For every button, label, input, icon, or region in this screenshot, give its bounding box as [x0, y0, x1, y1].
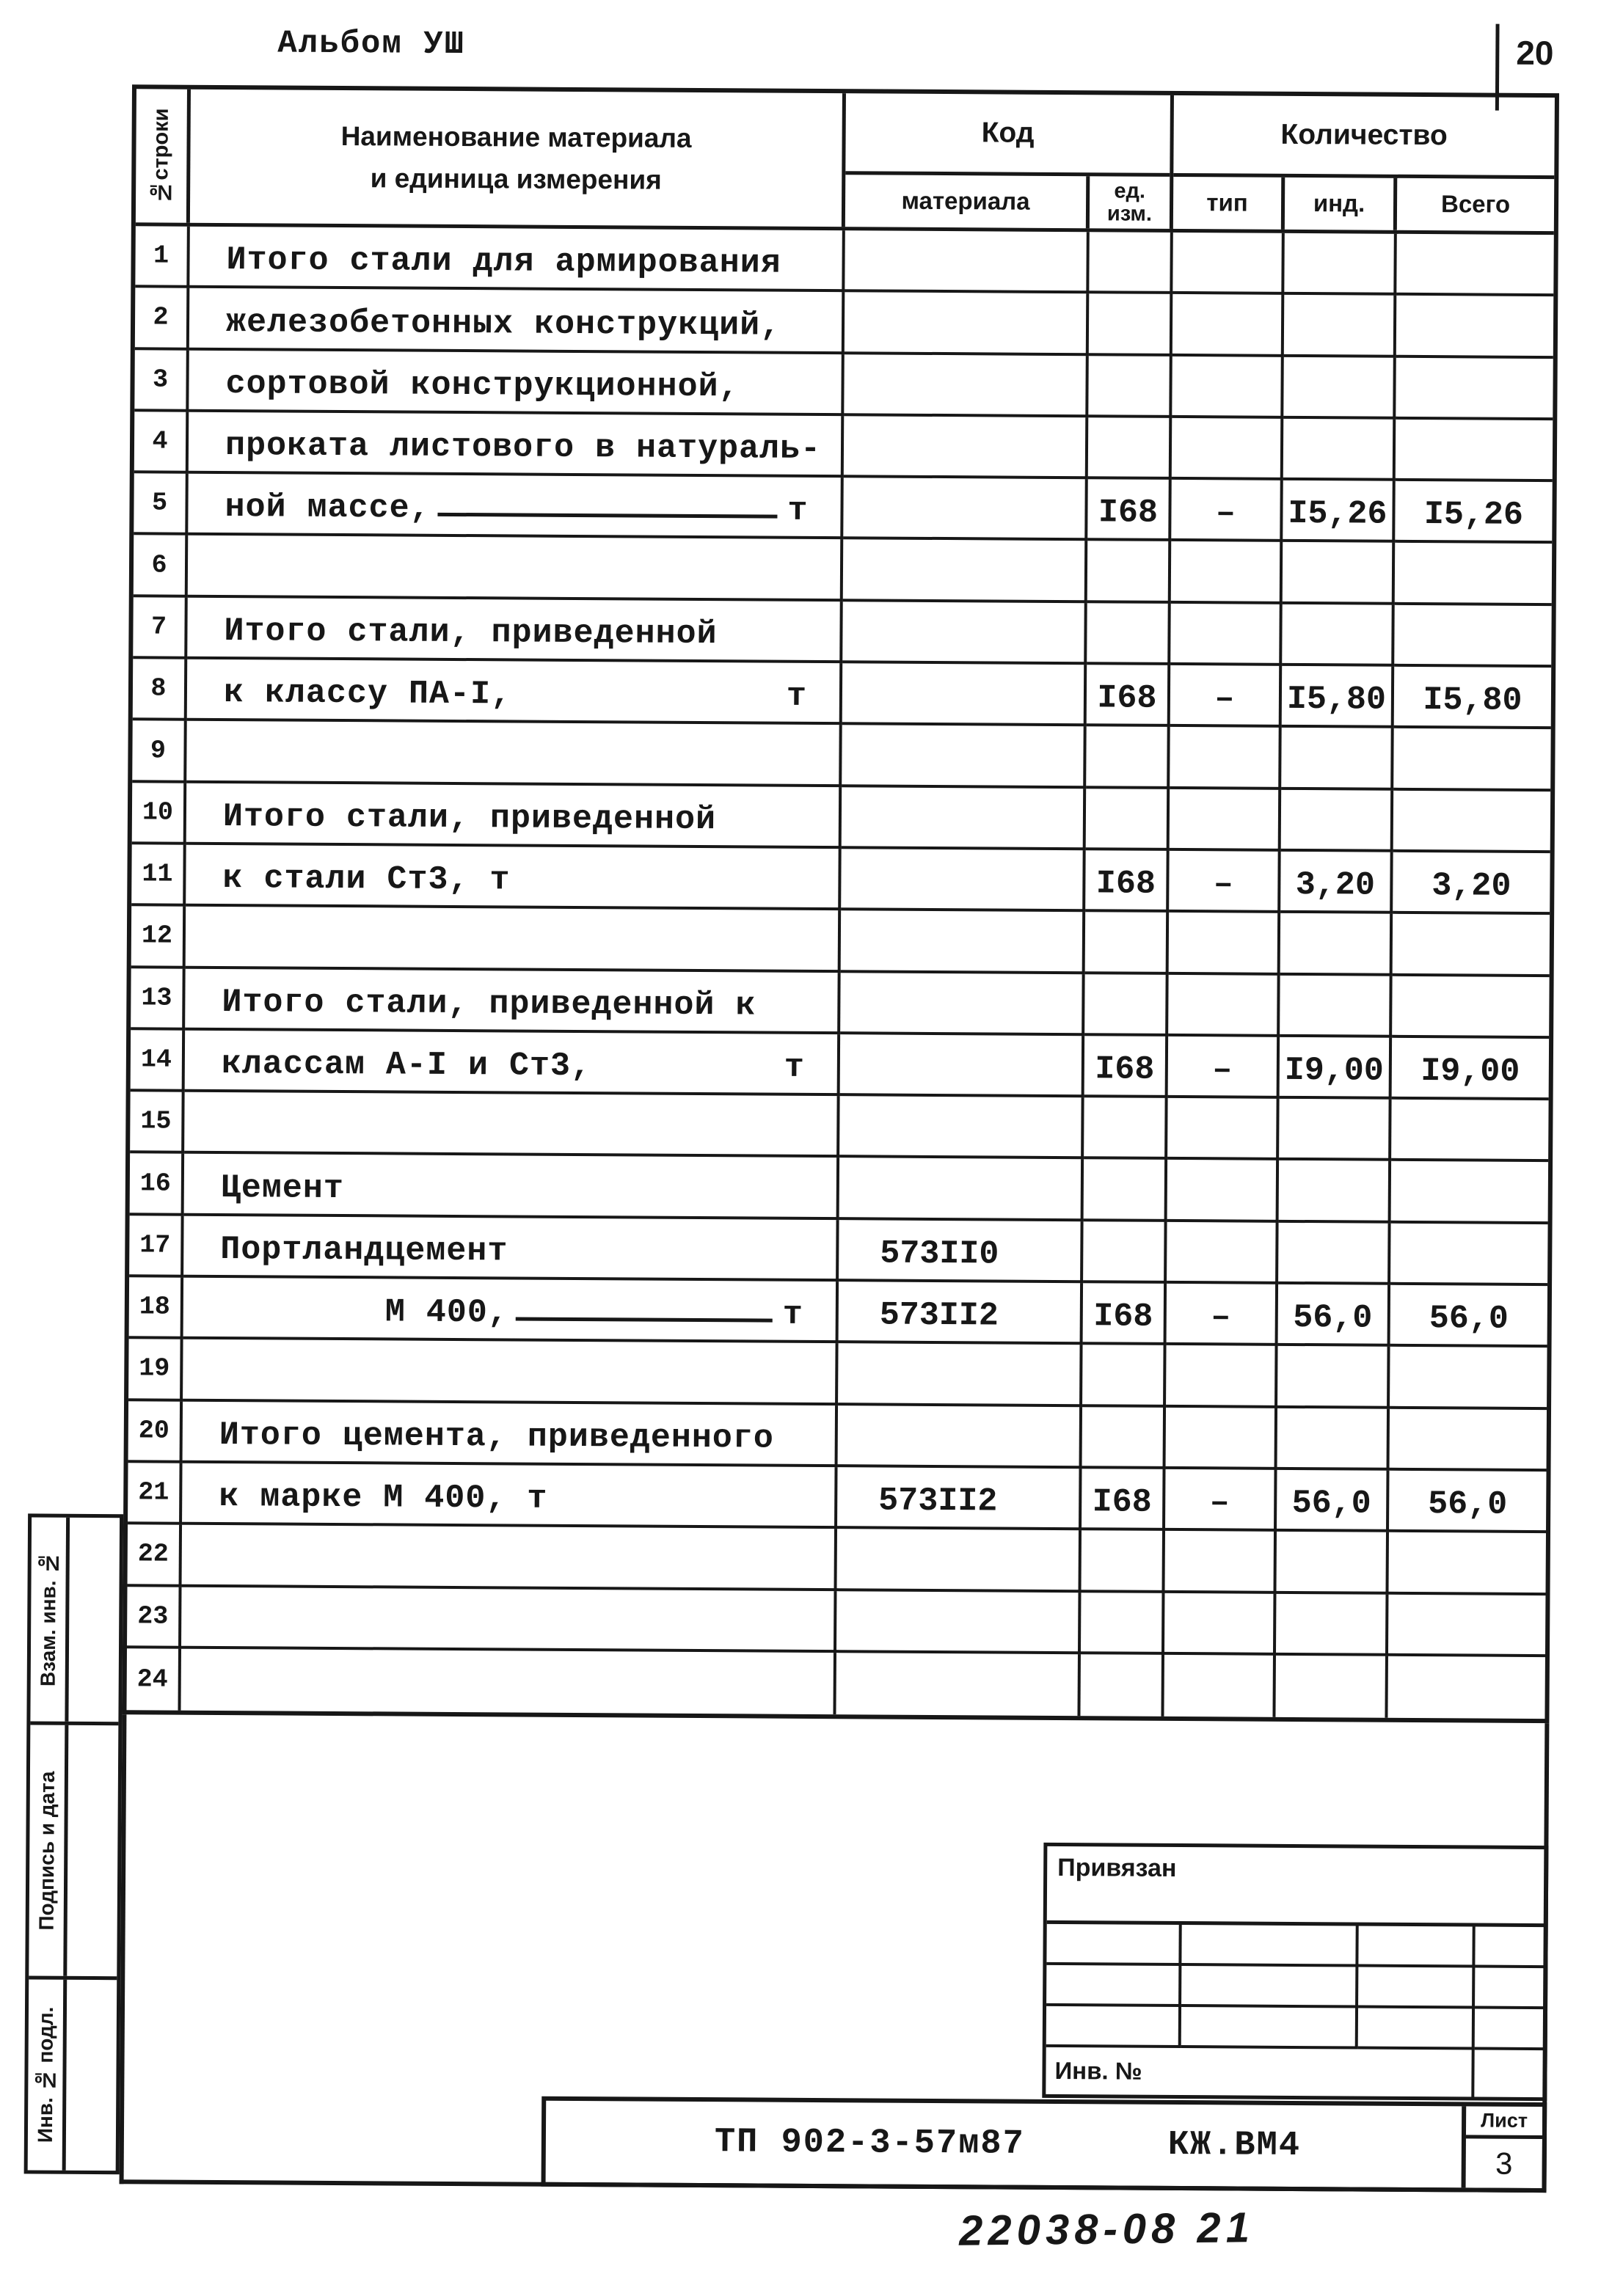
table-row: [129, 1277, 1547, 1348]
material-name: к классу ПА-I,: [223, 674, 512, 714]
side-stamp-cell-podpis: [29, 1725, 118, 1980]
material-name-cell: [189, 412, 844, 478]
qty-total-cell: [1393, 790, 1551, 853]
qty-type-cell: [1168, 974, 1280, 1037]
qty-total-cell: [1393, 914, 1550, 977]
table-header: [136, 89, 1555, 235]
material-name-header-line1: Наименование материала: [340, 120, 692, 153]
qty-total-subheader: Всего: [1440, 190, 1511, 218]
unit-code-cell: [1082, 1407, 1167, 1469]
qty-ind-cell: [1276, 1532, 1389, 1594]
material-code-cell: [843, 540, 1088, 603]
qty-ind-cell: [1283, 419, 1396, 481]
qty-type-cell: [1172, 357, 1284, 419]
table-row: [134, 473, 1552, 544]
binding-stamp-inv-blank: [1474, 2050, 1543, 2097]
album-title: Альбом УШ: [277, 25, 466, 64]
material-name-cell: [185, 968, 840, 1034]
side-stamp-label-box: [28, 1979, 68, 2170]
material-code-cell: 573II2: [837, 1467, 1082, 1530]
table-row: [127, 1587, 1545, 1657]
code-material-subheader: материала: [845, 175, 1090, 228]
document-code: КЖ.ВМ4: [1167, 2125, 1302, 2166]
material-code-cell: [836, 1653, 1081, 1716]
fill-line: [230, 948, 795, 952]
qty-total-cell: [1396, 357, 1553, 420]
binding-stamp-label: Привязан: [1047, 1846, 1545, 1927]
row-number-cell: 14: [131, 1030, 186, 1092]
qty-ind-cell: [1282, 604, 1395, 667]
row-number-cell: 15: [130, 1092, 185, 1154]
unit-code-cell: [1088, 417, 1172, 480]
fill-line: [232, 577, 798, 581]
code-unit-subheader: [1090, 176, 1170, 229]
material-code-cell: 573II2: [839, 1282, 1084, 1345]
row-number-column-label: №строки: [149, 108, 173, 204]
qty-ind-cell: [1284, 295, 1397, 357]
table-row: [134, 350, 1553, 420]
code-unit-subheader-text: ед. изм.: [1106, 179, 1153, 226]
material-code-cell: [839, 1158, 1084, 1221]
material-name-cell: [181, 1587, 836, 1653]
unit-code-cell: [1087, 603, 1171, 665]
row-number-column-header: [136, 89, 191, 222]
material-name-cell: [186, 907, 841, 973]
qty-total-cell: 3,20: [1393, 852, 1550, 915]
table-row: [129, 1215, 1547, 1286]
binding-stamp-grid-row: [1046, 1924, 1544, 1968]
table-row: [131, 1030, 1549, 1100]
quantity-header: Количество: [1173, 95, 1555, 179]
material-name-cell: [189, 350, 844, 416]
unit-code-cell: I68: [1082, 1469, 1166, 1531]
material-name: сортовой конструкционной,: [225, 365, 740, 406]
table-row: [134, 412, 1553, 482]
qty-total-cell: I5,26: [1395, 481, 1553, 544]
material-name-cell: [185, 1031, 840, 1097]
qty-ind-cell: [1280, 913, 1393, 976]
side-stamp-cell-inv: [28, 1979, 117, 2171]
qty-type-cell: [1164, 1593, 1277, 1655]
table-row: [126, 1648, 1544, 1719]
binding-stamp-inv-label: Инв. №: [1046, 2047, 1474, 2097]
side-stamp-blank: [68, 1518, 120, 1722]
qty-ind-cell: [1278, 1223, 1391, 1285]
material-name-cell: [182, 1525, 837, 1591]
unit-code-cell: I68: [1085, 850, 1170, 913]
material-code-cell: [838, 1405, 1083, 1469]
table-row: [130, 1154, 1548, 1224]
unit-code-cell: [1084, 1097, 1168, 1160]
material-code-cell: [840, 973, 1085, 1036]
row-number-cell: 12: [131, 907, 186, 969]
fill-line: [555, 1507, 792, 1508]
unit-code-cell: [1087, 541, 1172, 604]
materials-table: [122, 84, 1559, 1723]
table-row: [128, 1525, 1546, 1595]
material-code-cell: [842, 602, 1087, 665]
sheet-label: Лист: [1466, 2106, 1542, 2139]
table-body: [126, 226, 1553, 1719]
material-code-cell: [842, 787, 1087, 850]
material-code-cell: [840, 1034, 1085, 1097]
unit-code-cell: [1085, 912, 1170, 974]
row-number-cell: 11: [131, 844, 186, 907]
material-name-cell: [183, 1215, 839, 1282]
table-row: [131, 907, 1550, 977]
fill-line: [515, 1259, 793, 1261]
row-number-cell: 22: [128, 1525, 183, 1587]
material-code-cell: [844, 416, 1089, 479]
material-name-cell: [186, 721, 842, 787]
qty-type-cell: [1172, 418, 1284, 480]
material-name-cell: [189, 227, 845, 293]
material-name: Итого стали, приведенной к: [222, 983, 756, 1025]
row-number-cell: 23: [127, 1587, 182, 1649]
material-code-cell: [838, 1344, 1083, 1407]
unit-code-cell: [1086, 789, 1170, 851]
material-name: М 400,: [384, 1293, 508, 1332]
qty-type-cell: [1166, 1345, 1278, 1408]
material-name-cell: [184, 1092, 839, 1158]
unit-label: т: [786, 678, 808, 716]
qty-ind-cell: 56,0: [1278, 1284, 1391, 1347]
qty-ind-cell: [1281, 790, 1394, 852]
fill-line: [517, 888, 795, 890]
qty-type-cell: [1164, 1655, 1276, 1717]
fill-line: [225, 1628, 791, 1632]
side-stamp: [24, 1513, 123, 2174]
material-code-cell: [842, 663, 1087, 726]
sheet-number-box: [1462, 2106, 1543, 2188]
qty-type-cell: –: [1170, 665, 1283, 728]
material-name-cell: [183, 1339, 838, 1405]
material-name: ной массе,: [225, 489, 431, 528]
material-name-cell: [189, 288, 845, 354]
unit-code-cell: I68: [1087, 479, 1172, 541]
binding-stamp-grid-row: [1046, 2006, 1544, 2050]
material-code-cell: [841, 910, 1086, 973]
unit-label: т: [782, 1296, 803, 1334]
fill-line: [230, 763, 796, 767]
material-name-cell: [187, 659, 842, 725]
material-name: к стали Ст3, т: [222, 860, 511, 899]
side-stamp-blank: [67, 1725, 118, 1976]
code-header: Код: [845, 93, 1170, 177]
material-name-cell: [184, 1154, 839, 1220]
qty-ind-cell: [1280, 975, 1393, 1037]
fill-line: [227, 1381, 792, 1385]
row-number-cell: 2: [135, 288, 190, 351]
qty-ind-cell: [1279, 1160, 1392, 1223]
material-name-cell: [186, 845, 841, 911]
qty-type-cell: –: [1169, 851, 1281, 913]
qty-ind-cell: [1284, 233, 1397, 296]
unit-code-cell: [1081, 1530, 1165, 1593]
qty-total-cell: [1390, 1408, 1547, 1471]
qty-total-cell: 56,0: [1390, 1285, 1548, 1348]
qty-total-cell: [1396, 296, 1554, 359]
row-number-cell: 17: [129, 1215, 184, 1278]
table-row: [131, 968, 1549, 1039]
qty-total-cell: [1393, 728, 1551, 791]
material-name: классам А-I и Ст3,: [221, 1045, 592, 1086]
unit-code-cell: [1089, 294, 1173, 357]
unit-label: т: [787, 492, 809, 530]
side-stamp-cell-vzam: [30, 1517, 120, 1725]
code-header-group: [845, 93, 1174, 229]
qty-ind-subheader: инд.: [1285, 178, 1397, 230]
qty-ind-cell: 3,20: [1280, 852, 1393, 914]
table-row: [134, 535, 1552, 606]
qty-type-cell: [1170, 789, 1282, 852]
material-name-cell: [183, 1401, 838, 1467]
handwritten-number: 22038-08 21: [958, 2204, 1255, 2255]
side-stamp-label-box: [29, 1725, 68, 1975]
unit-code-cell: [1088, 356, 1172, 418]
material-name-header: [190, 89, 846, 227]
material-code-cell: [842, 725, 1087, 789]
fill-line: [723, 827, 796, 828]
material-name-cell: [180, 1649, 836, 1715]
qty-type-cell: –: [1168, 1037, 1280, 1099]
material-name: к марке М 400, т: [219, 1478, 548, 1518]
table-row: [128, 1401, 1547, 1471]
material-code-cell: 573II0: [839, 1220, 1084, 1283]
table-row: [133, 597, 1551, 668]
material-name-header-line2: и единица измерения: [370, 163, 662, 195]
qty-total-cell: [1391, 1100, 1549, 1163]
material-name: Цемент: [220, 1169, 345, 1207]
row-number-cell: 4: [134, 412, 189, 474]
qty-total-cell: [1395, 543, 1553, 606]
fill-line: [351, 1196, 794, 1199]
row-number-cell: 13: [131, 968, 186, 1031]
material-name-cell: [187, 598, 842, 664]
qty-total-cell: [1388, 1594, 1546, 1657]
qty-type-cell: [1170, 727, 1282, 789]
table-row: [131, 844, 1550, 915]
row-number-cell: 1: [135, 226, 190, 288]
row-number-cell: 7: [133, 597, 188, 659]
qty-ind-cell: [1277, 1346, 1390, 1408]
qty-type-cell: –: [1171, 480, 1283, 542]
page-number: 20: [1516, 33, 1554, 73]
material-name-cell: [188, 474, 843, 540]
unit-code-cell: [1083, 1221, 1167, 1284]
qty-ind-cell: [1276, 1593, 1389, 1656]
qty-type-cell: [1167, 1098, 1280, 1160]
material-name-cell: [186, 783, 842, 849]
qty-total-cell: 56,0: [1389, 1471, 1547, 1534]
side-stamp-label-vzam: Взам. инв. №: [36, 1551, 60, 1687]
qty-ind-cell: I9,00: [1280, 1037, 1393, 1100]
fill-line: [519, 703, 776, 704]
qty-total-cell: I5,80: [1394, 667, 1552, 730]
table-row: [135, 226, 1553, 296]
qty-type-cell: [1172, 294, 1285, 357]
side-stamp-label-podpis: Подпись и дата: [34, 1771, 59, 1931]
row-number-cell: 8: [133, 659, 188, 721]
fill-line: [599, 1074, 774, 1075]
title-block: [541, 2096, 1547, 2193]
sheet-number: 3: [1495, 2146, 1513, 2181]
qty-type-cell: [1171, 541, 1283, 604]
material-name: Итого цемента, приведенного: [219, 1416, 775, 1458]
fill-line: [226, 1567, 792, 1571]
qty-total-cell: [1390, 1224, 1548, 1287]
fill-line: [225, 1693, 791, 1697]
qty-type-cell: [1170, 604, 1283, 666]
qty-type-cell: –: [1165, 1469, 1277, 1532]
material-code-cell: [841, 849, 1086, 912]
material-name: Итого стали, приведенной: [224, 613, 718, 654]
unit-label: т: [784, 1048, 806, 1087]
binding-stamp-inv-row: [1046, 2047, 1543, 2097]
row-number-cell: 5: [134, 473, 189, 535]
row-number-cell: 6: [134, 535, 189, 598]
qty-type-cell: [1167, 1222, 1279, 1284]
unit-code-cell: I68: [1083, 1283, 1167, 1345]
row-number-cell: 21: [128, 1463, 183, 1525]
fill-line: [437, 513, 777, 519]
qty-total-cell: I9,00: [1392, 1038, 1550, 1101]
unit-code-cell: I68: [1087, 665, 1171, 727]
row-number-cell: 19: [128, 1339, 183, 1402]
qty-total-cell: [1392, 976, 1550, 1039]
unit-code-cell: [1082, 1345, 1167, 1408]
qty-ind-cell: [1281, 728, 1394, 790]
qty-total-cell: [1396, 234, 1554, 297]
qty-ind-cell: 56,0: [1277, 1470, 1390, 1532]
material-name: Портландцемент: [220, 1231, 508, 1271]
row-number-cell: 3: [134, 350, 189, 412]
side-stamp-blank: [66, 1980, 117, 2171]
material-code-cell: [844, 354, 1089, 417]
qty-total-cell: [1387, 1656, 1545, 1719]
binding-stamp-grid-row: [1046, 1965, 1544, 2009]
qty-ind-cell: I5,80: [1282, 666, 1395, 728]
material-name: железобетонных конструкций,: [225, 303, 781, 345]
table-row: [130, 1092, 1548, 1162]
material-code-cell: [839, 1096, 1084, 1159]
qty-type-cell: [1169, 913, 1281, 975]
qty-type-cell: [1166, 1408, 1278, 1470]
fill-line: [228, 1134, 794, 1138]
unit-code-cell: [1080, 1654, 1164, 1716]
unit-code-cell: [1089, 232, 1173, 294]
material-name-cell: [188, 535, 843, 602]
binding-stamp: [1042, 1843, 1548, 2101]
table-row: [133, 659, 1551, 729]
qty-ind-cell: I5,26: [1283, 480, 1396, 543]
material-code-cell: [845, 230, 1090, 293]
table-row: [128, 1463, 1546, 1533]
qty-type-cell: [1172, 233, 1285, 295]
material-code-cell: [843, 478, 1088, 541]
side-stamp-label-inv: Инв. № подл.: [33, 2006, 57, 2143]
material-name: Итого стали для армирования: [226, 241, 781, 282]
row-number-cell: 18: [129, 1277, 184, 1339]
quantity-header-group: [1173, 95, 1555, 231]
qty-total-cell: [1394, 605, 1552, 668]
material-name-cell: [183, 1278, 839, 1344]
qty-ind-cell: [1279, 1099, 1392, 1161]
qty-ind-cell: [1283, 357, 1396, 419]
unit-code-cell: I68: [1084, 1036, 1169, 1098]
row-number-cell: 10: [132, 783, 187, 845]
qty-type-cell: [1167, 1160, 1280, 1222]
row-number-cell: 20: [128, 1401, 183, 1463]
fill-line: [516, 1317, 773, 1323]
row-number-cell: 9: [132, 721, 187, 783]
document-number: ТП 902-3-57м87: [714, 2123, 1025, 2164]
row-number-cell: 16: [130, 1154, 185, 1216]
unit-code-cell: [1084, 1160, 1168, 1222]
qty-type-cell: –: [1167, 1284, 1279, 1346]
table-row: [135, 288, 1553, 359]
qty-total-cell: [1396, 420, 1553, 483]
fill-line: [725, 642, 798, 643]
unit-code-cell: [1086, 727, 1170, 789]
table-row: [132, 783, 1550, 853]
table-row: [132, 721, 1550, 791]
qty-ind-cell: [1275, 1656, 1388, 1718]
material-code-cell: [837, 1529, 1082, 1592]
qty-total-cell: [1390, 1347, 1547, 1410]
qty-type-subheader: тип: [1173, 177, 1285, 230]
qty-ind-cell: [1277, 1408, 1390, 1470]
side-stamp-label-box: [30, 1517, 70, 1721]
unit-code-cell: [1084, 974, 1169, 1037]
table-row: [128, 1339, 1547, 1410]
material-code-cell: [845, 293, 1090, 356]
qty-total-cell: [1388, 1532, 1546, 1595]
unit-code-cell: [1081, 1593, 1165, 1655]
qty-type-cell: [1164, 1531, 1277, 1593]
material-name: проката листового в натураль-: [225, 427, 822, 469]
qty-ind-cell: [1283, 542, 1396, 604]
qty-total-cell: [1391, 1161, 1549, 1224]
title-block-main: [546, 2101, 1462, 2188]
material-code-cell: [836, 1591, 1082, 1654]
material-name: Итого стали, приведенной: [222, 798, 717, 839]
material-name-cell: [182, 1463, 837, 1529]
row-number-cell: 24: [126, 1648, 181, 1711]
